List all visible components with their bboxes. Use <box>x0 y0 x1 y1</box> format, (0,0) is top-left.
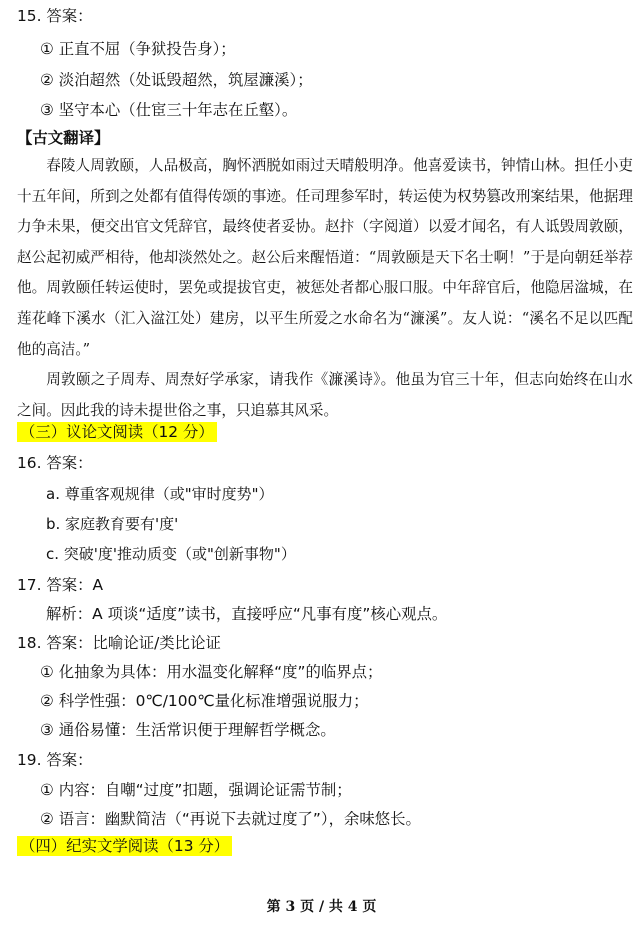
q17-analysis: 解析：A 项谈“适度”读书，直接呼应“凡事有度”核心观点。 <box>46 605 448 623</box>
q15-heading: 15. 答案： <box>17 7 93 25</box>
q19-answer-1: ① 内容：自嘲“过度”扣题，强调论证需节制； <box>40 781 352 799</box>
section-3-heading <box>17 422 217 442</box>
q18-heading: 18. 答案：比喻论证/类比论证 <box>17 634 221 652</box>
q18-answer-2: ② 科学性强：0℃/100℃量化标准增强说服力； <box>40 692 369 710</box>
translation-paragraph-2: 周敦颐之子周寿、周焘好学承家，请我作《濂溪诗》。他虽为官三十年，但志向始终在山水之间。因此我的诗未提世俗之事，只追慕其风采。 <box>17 371 633 419</box>
section-4-highlight: （四）纪实文学阅读（13 分） <box>17 836 232 856</box>
q19-answer-2: ② 语言：幽默简洁（“再说下去就过度了”），余味悠长。 <box>40 810 421 828</box>
q15-answer-2: ② 淡泊超然（处诋毁超然，筑屋濂溪）； <box>40 71 313 89</box>
section-3-highlight: （三）议论文阅读（12 分） <box>17 422 217 442</box>
translation-title: 【古文翻译】 <box>17 129 110 147</box>
q19-heading: 19. 答案： <box>17 751 93 769</box>
section-4-heading <box>17 836 232 856</box>
translation-paragraph-1: 春陵人周敦颐，人品极高，胸怀洒脱如雨过天晴般明净。他喜爱读书，钟情山林。担任小吏十五年间，所到之处都有值得传颂的事迹。任司理参军时，转运使为权势篡改刑案结果，他据理力争未果，便交出官文凭辞官，最终使者妥协。赵抃（字阅道）以爱才闻名，有人诋毁周敦颐，赵公起初威严相待，他却淡然处之。赵公后来醒悟道：“周敦颐是天下名士啊！”于是向朝廷举荐他。周敦颐任转运使时，罢免或提拔官吏，被惩处者都心服口服。中年辞官后，他隐居湓城，在莲花峰下溪水（汇入湓江处）建房，以平生所爱之水命名为“濂溪”。友人说：“溪名不足以匹配他的高洁。” <box>17 157 633 358</box>
q16-answer-a: a. 尊重客观规律（或"审时度势"） <box>46 485 274 503</box>
q16-heading: 16. 答案： <box>17 454 93 472</box>
q15-answer-3: ③ 坚守本心（仕宦三十年志在丘壑）。 <box>40 101 298 119</box>
q18-answer-3: ③ 通俗易懂：生活常识便于理解哲学概念。 <box>40 721 336 739</box>
q17-heading: 17. 答案：A <box>17 576 104 594</box>
q15-answer-1: ① 正直不屈（争狱投告身）； <box>40 40 236 58</box>
page-footer: 第 3 页 / 共 4 页 <box>266 899 377 915</box>
q18-answer-1: ① 化抽象为具体：用水温变化解释“度”的临界点； <box>40 663 383 681</box>
q16-answer-c: c. 突破'度'推动质变（或"创新事物"） <box>46 545 296 563</box>
q16-answer-b: b. 家庭教育要有'度' <box>46 515 179 533</box>
